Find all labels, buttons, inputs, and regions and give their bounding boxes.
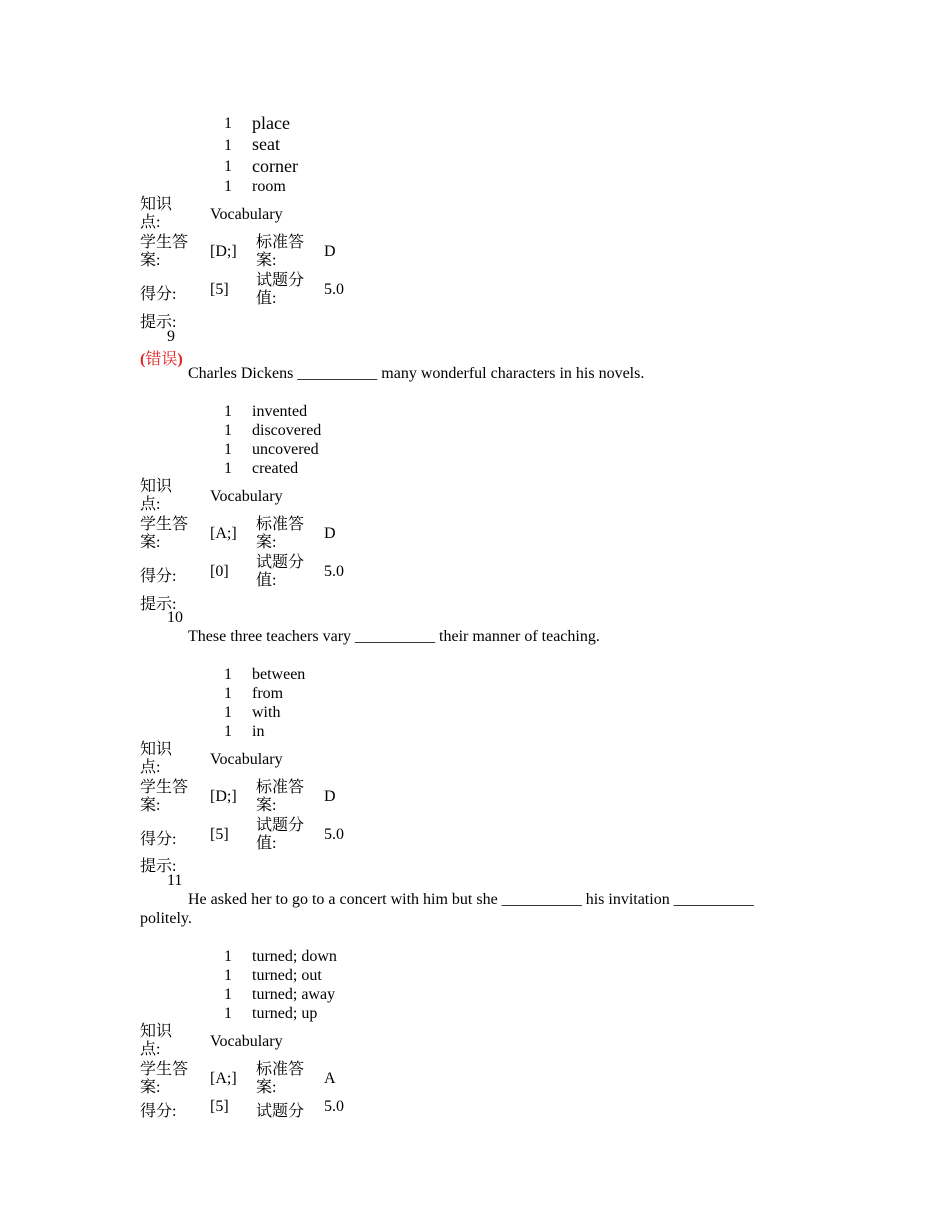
option-score: 1: [224, 986, 232, 1003]
student-answer-label: 学生答案:: [140, 516, 189, 551]
student-answer-value: [D;]: [210, 243, 237, 260]
status-text: 错误: [145, 351, 178, 368]
student-answer-label: 学生答案:: [140, 779, 189, 814]
question-score-value: 5.0: [324, 281, 344, 298]
option-score: 1: [224, 158, 232, 175]
question-score-value: 5.0: [324, 1098, 344, 1115]
option-text: corner: [252, 156, 298, 176]
option-text: turned; down: [252, 948, 337, 965]
hint-label: 提示:: [140, 314, 177, 331]
question-number: 11: [167, 872, 183, 889]
standard-answer-label: 标准答案:: [256, 1061, 305, 1096]
score-label: 得分:: [140, 1103, 177, 1120]
option-score: 1: [224, 115, 232, 132]
question-text: These three teachers vary __________ their manner of teaching.: [188, 628, 600, 645]
score-label: 得分:: [140, 568, 177, 585]
option-score: 1: [224, 422, 232, 439]
standard-answer-value: D: [324, 525, 336, 542]
hint-label: 提示:: [140, 596, 177, 613]
knowledge-point-value: Vocabulary: [210, 206, 283, 223]
student-answer-label: 学生答案:: [140, 1061, 189, 1096]
knowledge-point-value: Vocabulary: [210, 751, 283, 768]
option-score: 1: [224, 137, 232, 154]
option-score: 1: [224, 460, 232, 477]
option-score: 1: [224, 704, 232, 721]
standard-answer-value: A: [324, 1070, 336, 1087]
option-text: in: [252, 723, 265, 740]
option-text: room: [252, 178, 286, 195]
option-score: 1: [224, 178, 232, 195]
option-score: 1: [224, 403, 232, 420]
student-answer-value: [A;]: [210, 1070, 237, 1087]
student-answer-value: [D;]: [210, 788, 237, 805]
option-text: discovered: [252, 422, 322, 439]
option-text: turned; out: [252, 967, 322, 984]
question-text-line-1: He asked her to go to a concert with him but she __________ his invitation __________: [188, 891, 754, 908]
knowledge-point-label: 知识点:: [140, 741, 173, 776]
question-score-label: 试题分值:: [256, 554, 305, 589]
question-score-value: 5.0: [324, 563, 344, 580]
knowledge-point-value: Vocabulary: [210, 488, 283, 505]
score-label: 得分:: [140, 286, 177, 303]
score-value: [5]: [210, 826, 229, 843]
option-score: 1: [224, 967, 232, 984]
option-score: 1: [224, 723, 232, 740]
question-score-label: 试题分: [256, 1103, 305, 1120]
question-number: 9: [167, 328, 175, 345]
option-score: 1: [224, 685, 232, 702]
option-text: from: [252, 685, 284, 702]
option-text: with: [252, 704, 281, 721]
standard-answer-label: 标准答案:: [256, 234, 305, 269]
option-text: created: [252, 460, 299, 477]
option-text: place: [252, 113, 290, 133]
question-text: Charles Dickens __________ many wonderful characters in his novels.: [188, 365, 645, 382]
option-text: seat: [252, 134, 280, 154]
knowledge-point-value: Vocabulary: [210, 1033, 283, 1050]
standard-answer-value: D: [324, 243, 336, 260]
question-score-value: 5.0: [324, 826, 344, 843]
knowledge-point-label: 知识点:: [140, 196, 173, 231]
score-label: 得分:: [140, 831, 177, 848]
option-text: invented: [252, 403, 308, 420]
option-text: uncovered: [252, 441, 319, 458]
hint-label: 提示:: [140, 858, 177, 875]
question-score-label: 试题分值:: [256, 817, 305, 852]
option-score: 1: [224, 666, 232, 683]
option-score: 1: [224, 1005, 232, 1022]
score-value: [5]: [210, 1098, 229, 1115]
option-score: 1: [224, 441, 232, 458]
student-answer-label: 学生答案:: [140, 234, 189, 269]
standard-answer-label: 标准答案:: [256, 516, 305, 551]
knowledge-point-label: 知识点:: [140, 478, 173, 513]
option-text: turned; up: [252, 1005, 318, 1022]
student-answer-value: [A;]: [210, 525, 237, 542]
score-value: [0]: [210, 563, 229, 580]
option-text: between: [252, 666, 306, 683]
standard-answer-value: D: [324, 788, 336, 805]
wrong-status-badge: (错误): [140, 351, 183, 368]
option-score: 1: [224, 948, 232, 965]
question-number: 10: [167, 609, 183, 626]
question-score-label: 试题分值:: [256, 272, 305, 307]
standard-answer-label: 标准答案:: [256, 779, 305, 814]
knowledge-point-label: 知识点:: [140, 1023, 173, 1058]
score-value: [5]: [210, 281, 229, 298]
question-text-line-2: politely.: [140, 910, 192, 927]
option-text: turned; away: [252, 986, 336, 1003]
